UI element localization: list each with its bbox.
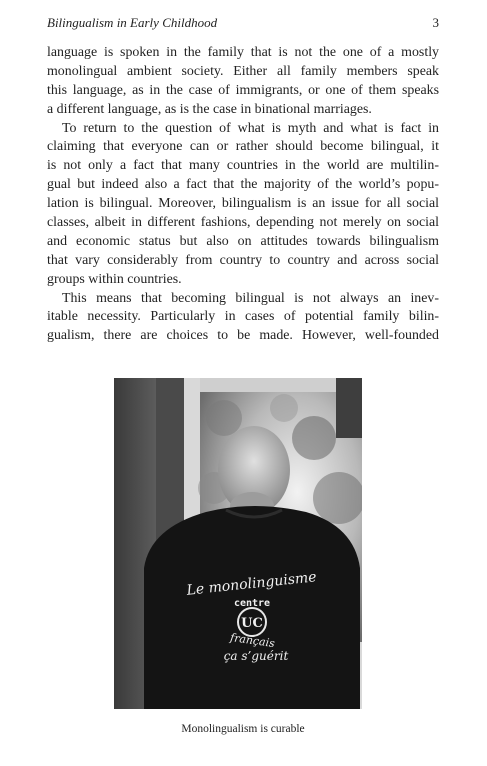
running-title: Bilingualism in Early Childhood [47, 15, 218, 30]
body-text [47, 44, 439, 346]
body-line: itable necessity. Particularly in cases of potential family bilin- [47, 309, 439, 325]
shirt-text-top: Le monolinguisme [185, 569, 318, 599]
shirt-text-bottom: ça s’guérit [223, 649, 289, 663]
body-line: gualism, there are choices to be made. However, well-founded [47, 328, 439, 344]
body-line: groups within countries. [47, 271, 182, 287]
body-line: that vary considerably from country to country and across social [47, 252, 439, 268]
page-number: 3 [432, 15, 439, 30]
body-line: monolingual ambient society. Either all family members speak [47, 63, 439, 79]
shirt-text-centre: centre [233, 598, 271, 609]
window-corner-shadow [336, 378, 362, 438]
running-head [47, 15, 439, 33]
photo [114, 378, 362, 709]
body-line: this language, as in the case of immigrants, or one of them speaks [47, 82, 439, 98]
photo-figure [114, 378, 362, 709]
body-line: To return to the question of what is myth and what is fact in [62, 120, 439, 136]
shirt-text-francais: français [229, 630, 276, 651]
body-line: claiming that everyone can or rather should become bilingual, it [47, 139, 439, 155]
body-line: gual but indeed also a fact that the majority of the world’s popu- [47, 177, 439, 193]
body-line: is not only a fact that many countries in the world are multilin- [47, 158, 439, 174]
body-line: classes, albeit in different fashions, depending not merely on social [47, 215, 439, 231]
body-line: language is spoken in the family that is not the one of a mostly [47, 45, 439, 60]
body-line: a different language, as is the case in binational marriages. [47, 101, 372, 117]
shirt-monogram: UC [241, 616, 263, 631]
figure-caption: Monolingualism is curable [181, 723, 305, 735]
body-line: This means that becoming bilingual is not always an inev- [62, 290, 439, 306]
body-line: lation is bilingual. Moreover, bilingualism is an issue for all social [47, 196, 439, 212]
body-line: and economic status but also on attitudes towards bilingualism [47, 233, 439, 249]
